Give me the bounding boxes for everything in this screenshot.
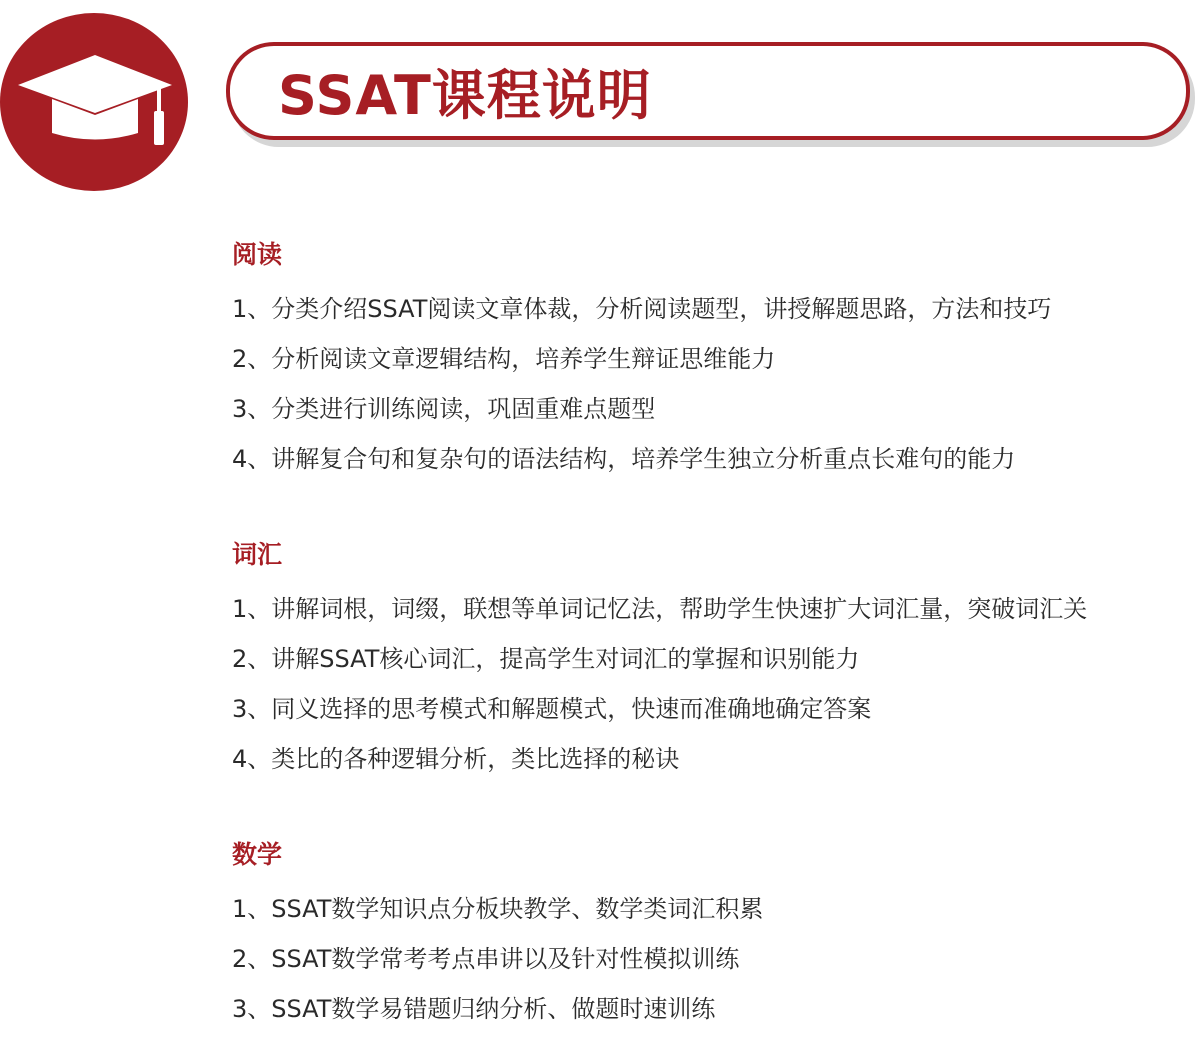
- section-vocabulary: [232, 538, 1192, 784]
- section-heading: 数学: [232, 840, 283, 869]
- list-item: 3、分类进行训练阅读，巩固重难点题型: [232, 395, 656, 423]
- list-item: 3、同义选择的思考模式和解题模式，快速而准确地确定答案: [232, 695, 872, 723]
- list-item: 4、讲解复合句和复杂句的语法结构，培养学生独立分析重点长难句的能力: [232, 445, 1016, 473]
- section-reading: [232, 238, 1192, 484]
- section-math: [232, 838, 1192, 1034]
- graduation-badge: [0, 13, 190, 191]
- section-heading: 词汇: [232, 540, 283, 569]
- list-item: 3、SSAT数学易错题归纳分析、做题时速训练: [232, 995, 716, 1023]
- list-item: 4、类比的各种逻辑分析，类比选择的秘诀: [232, 745, 680, 773]
- page-title: SSAT课程说明: [278, 64, 652, 127]
- list-item: 2、讲解SSAT核心词汇，提高学生对词汇的掌握和识别能力: [232, 645, 860, 673]
- list-item: 1、SSAT数学知识点分板块教学、数学类词汇积累: [232, 895, 764, 923]
- list-item: 2、分析阅读文章逻辑结构，培养学生辩证思维能力: [232, 345, 776, 373]
- list-item: 1、分类介绍SSAT阅读文章体裁，分析阅读题型，讲授解题思路，方法和技巧: [232, 295, 1052, 323]
- list-item: 1、讲解词根，词缀，联想等单词记忆法，帮助学生快速扩大词汇量，突破词汇关: [232, 595, 1088, 623]
- list-item: 2、SSAT数学常考考点串讲以及针对性模拟训练: [232, 945, 740, 973]
- graduation-cap-icon: [0, 13, 190, 191]
- section-heading: 阅读: [232, 240, 283, 269]
